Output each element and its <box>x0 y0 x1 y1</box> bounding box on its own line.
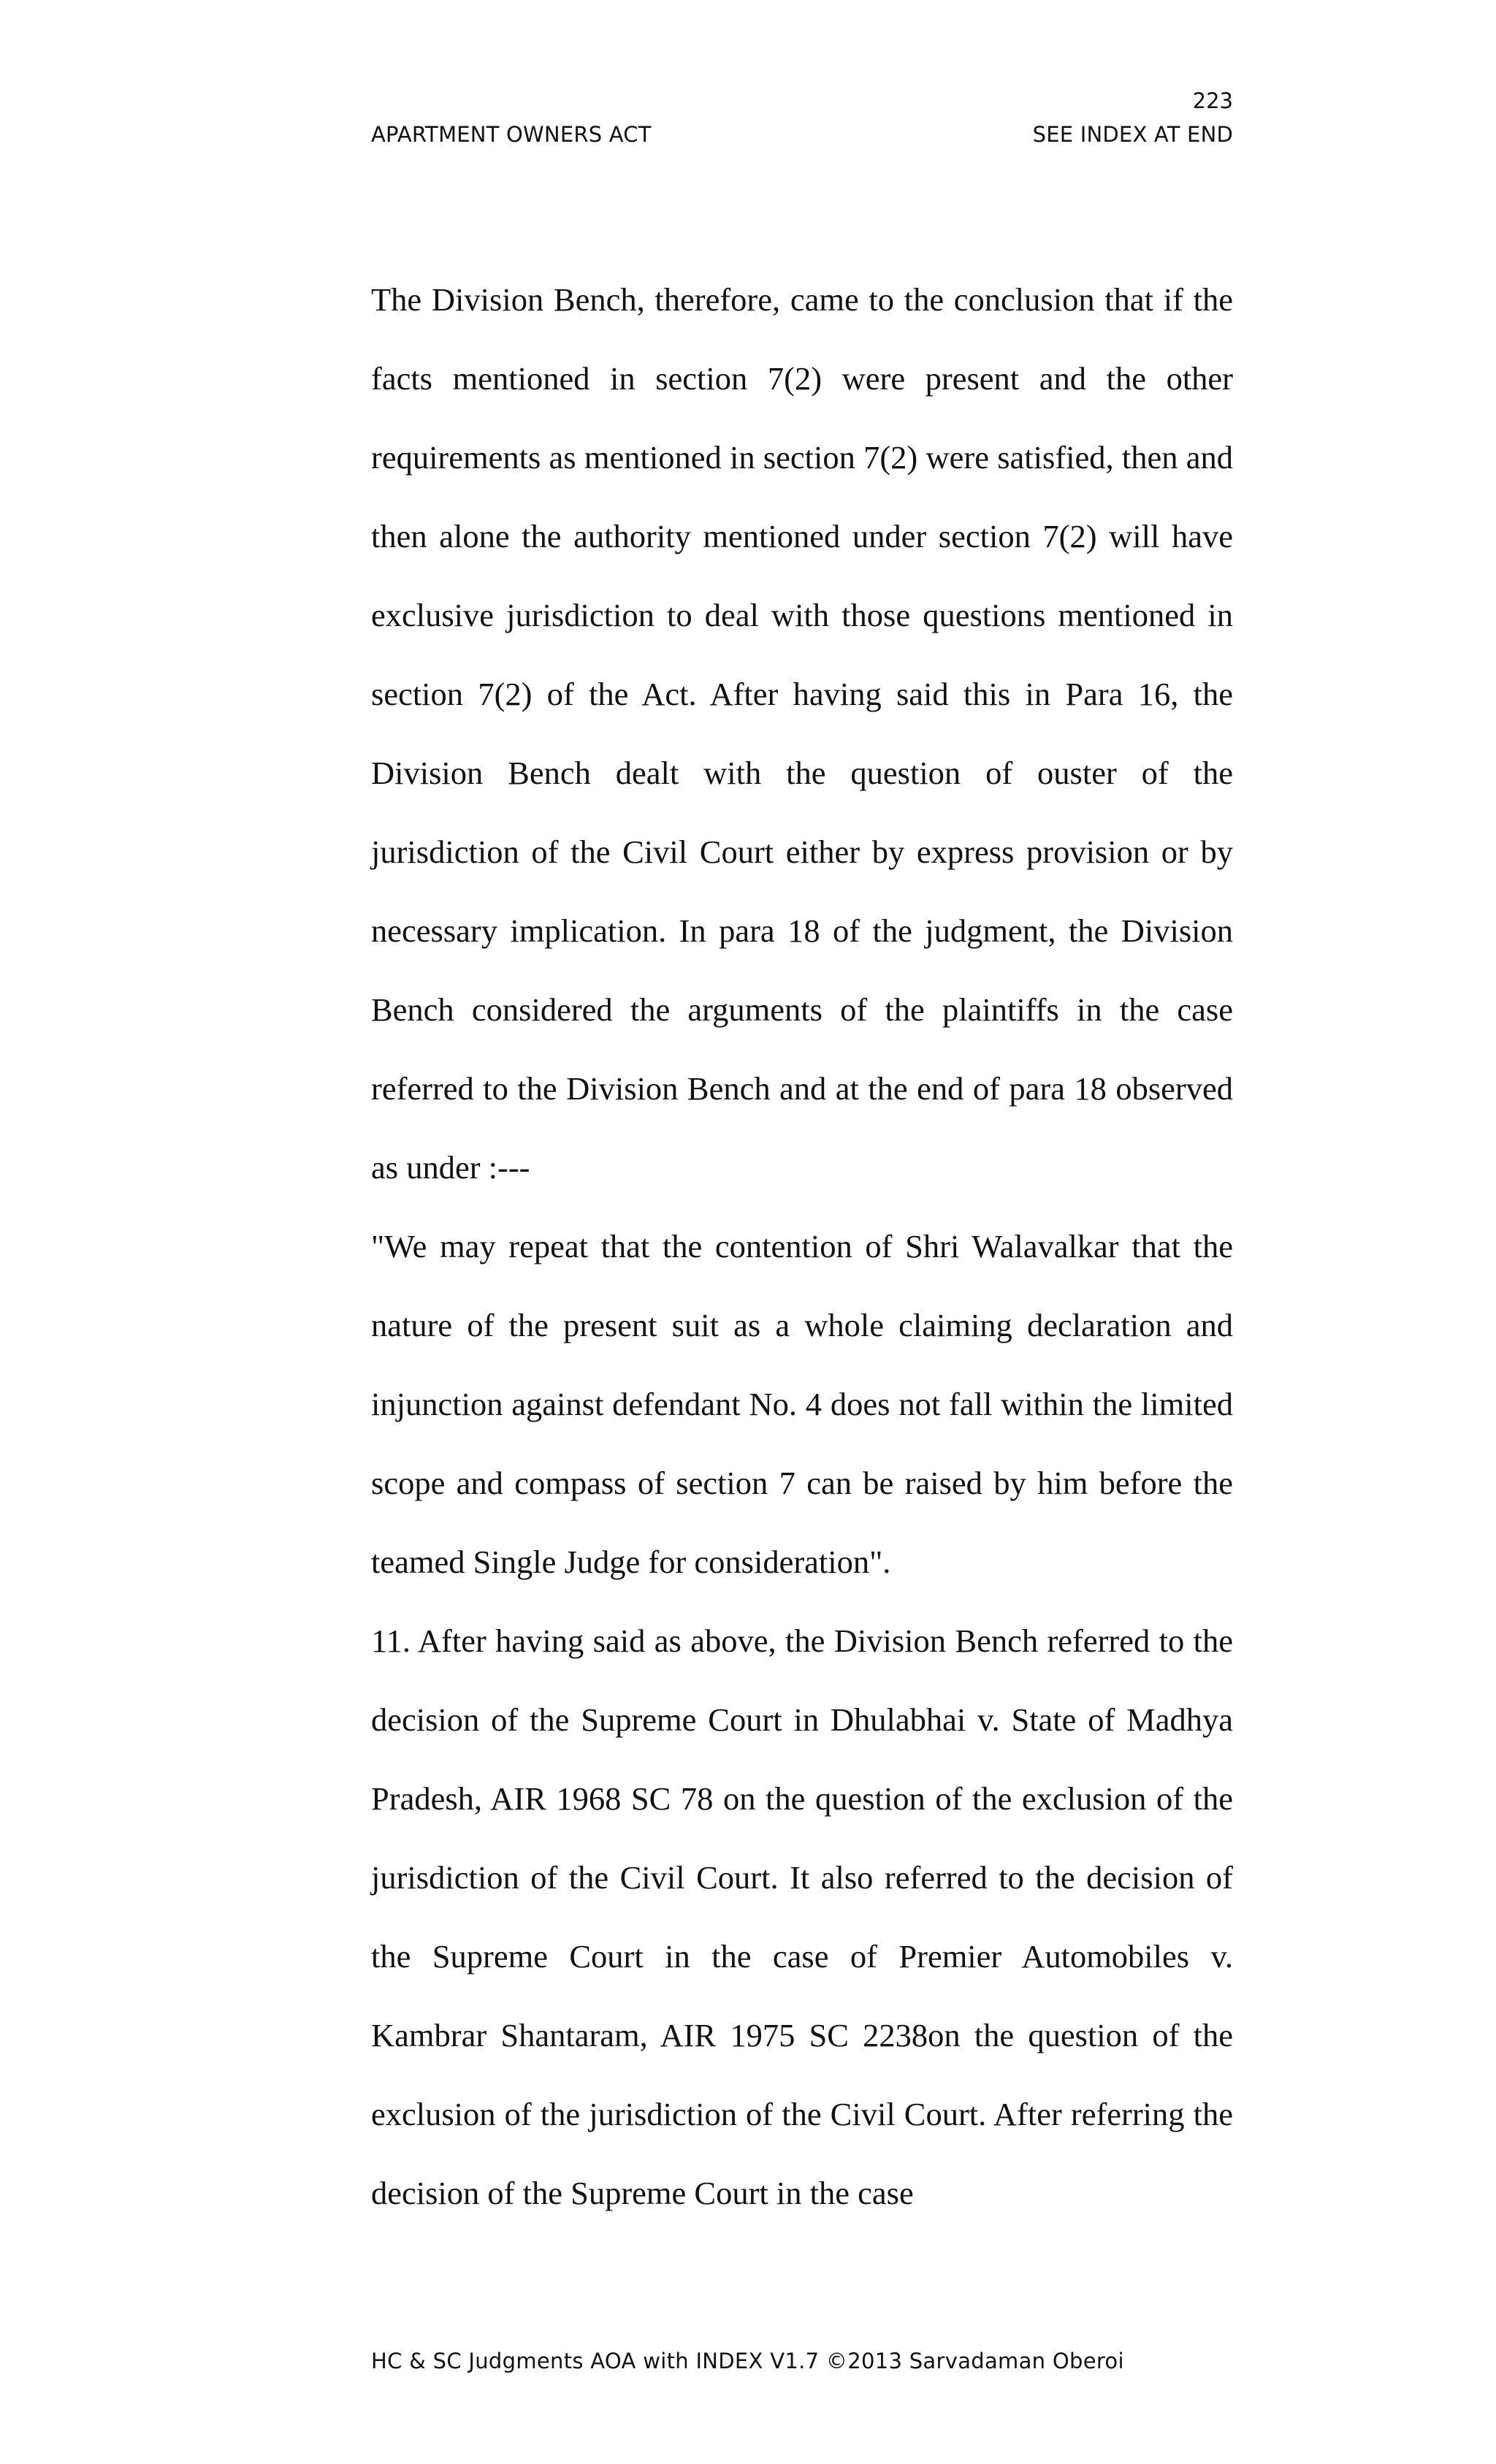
paragraph-division-bench-conclusion: The Division Bench, therefore, came to the conclusion that if the facts mentioned in section 7(2) were present and the other requirements as mentioned in section 7(2) were satisfied, then and then alone the authority mentioned under section 7(2) will have exclusive jurisdiction to deal with those questions mentioned in section 7(2) of the Act. After having said this in Para 16, the Division Bench dealt with the question of ouster of the jurisdiction of the Civil Court either by express provision or by necessary implication. In para 18 of the judgment, the Division Bench considered the arguments of the plaintiffs in the case referred to the Division Bench and at the end of para 18 observed as under :--- <box>371 281 1233 1186</box>
paragraph-11: 11. After having said as above, the Division Bench referred to the decision of the Supreme Court in Dhulabhai v. State of Madhya Pradesh, AIR 1968 SC 78 on the question of the exclusion of the jurisdiction of the Civil Court. It also referred to the decision of the Supreme Court in the case of Premier Automobiles v. Kambrar Shantaram, AIR 1975 SC 2238on the question of the exclusion of the jurisdiction of the Civil Court. After referring the decision of the Supreme Court in the case <box>371 1622 1233 2211</box>
document-body <box>371 260 1233 2232</box>
running-header-index-note: SEE INDEX AT END <box>1032 122 1233 147</box>
page-number: 223 <box>1192 88 1233 113</box>
paragraph-quotation: "We may repeat that the contention of Shri Walavalkar that the nature of the present suit as a whole claiming declaration and injunction against defendant No. 4 does not fall within the limited scope and compass of section 7 can be raised by him before the teamed Single Judge for consideration". <box>371 1228 1233 1580</box>
page-footer: HC & SC Judgments AOA with INDEX V1.7 ©2013 Sarvadaman Oberoi <box>371 2349 1124 2373</box>
running-header-title: APARTMENT OWNERS ACT <box>371 122 652 147</box>
